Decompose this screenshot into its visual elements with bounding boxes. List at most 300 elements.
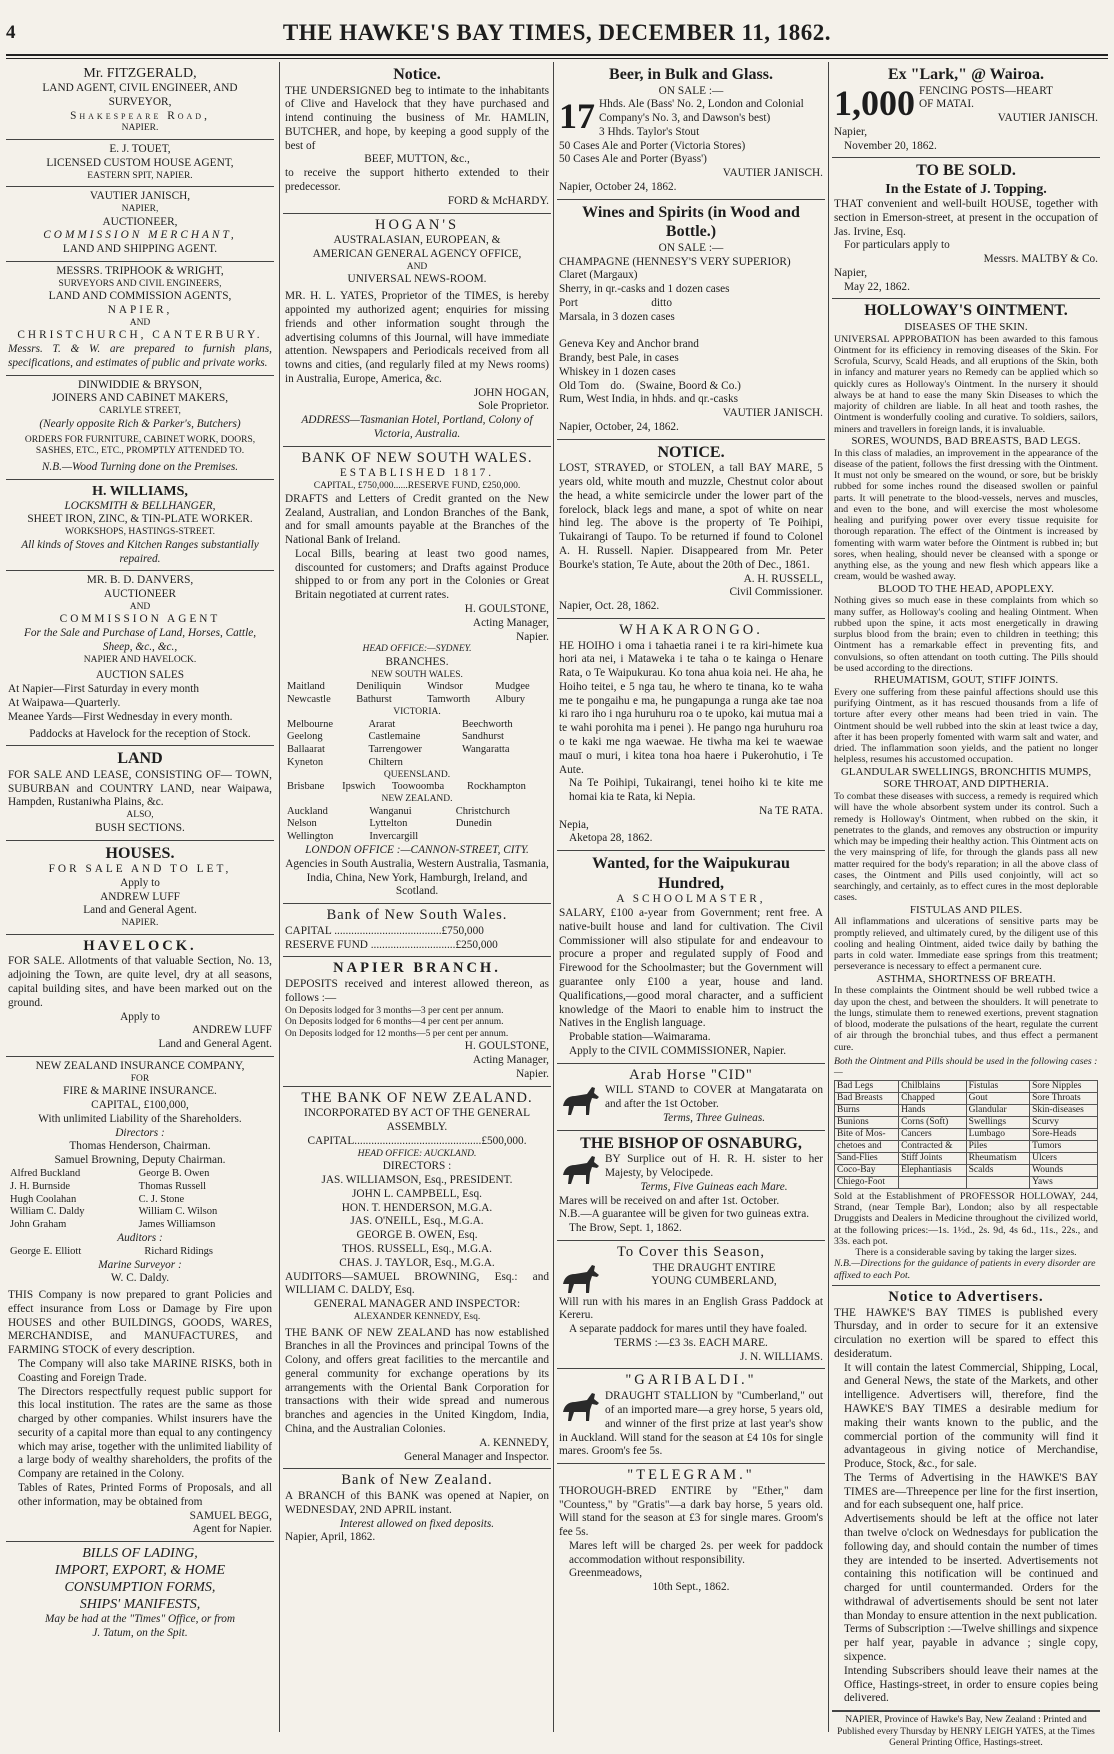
ad-line: SURVEYORS AND CIVIL ENGINEERS, — [58, 278, 222, 289]
ad-title: HOUSES. — [105, 844, 175, 862]
ad-line: YOUNG CUMBERLAND, — [651, 1275, 777, 1288]
ad-line: AND — [129, 601, 151, 612]
ad-line: JOINERS AND CABINET MAKERS, — [51, 392, 229, 405]
ad-line: FIRE & MARINE INSURANCE. — [63, 1085, 217, 1098]
ad-title: E. J. TOUET, — [109, 143, 171, 155]
ad-title: NOTICE. — [657, 443, 725, 461]
ad-subhead: QUEENSLAND. — [383, 769, 451, 780]
ad-line: ANDREW LUFF — [100, 890, 180, 903]
table-cell: Bite of Mos- — [835, 1129, 899, 1141]
ad-title: BANK OF NEW SOUTH WALES. — [301, 449, 533, 466]
ad-line: NAPIER AND HAVELOCK. — [83, 654, 197, 665]
ad-line: ANDREW LUFF — [192, 1024, 272, 1037]
branch-row — [285, 719, 549, 732]
ad-subhead: BRANCHES. — [385, 655, 449, 668]
ad-subhead: Auditors : — [117, 1231, 163, 1244]
ad-line: Shakespeare Road, — [70, 109, 210, 122]
ad-line: General Manager and Inspector. — [404, 1450, 549, 1463]
ad-line: ALSO, — [126, 810, 154, 821]
table-cell: Yaws — [1030, 1176, 1098, 1188]
director-name: THOS. RUSSELL, Esq., M.G.A. — [341, 1243, 492, 1256]
branch-row — [285, 757, 549, 770]
ad-line: At Napier—First Saturday in every month — [8, 683, 200, 696]
table-cell: Wanganui — [369, 805, 412, 817]
ad-line: J. Tatum, on the Spit. — [92, 1627, 188, 1640]
table-cell: Sore-Heads — [1030, 1129, 1098, 1141]
table-cell: Deniliquin — [356, 681, 402, 693]
ad-line: Nepia, — [559, 818, 589, 831]
ad-title: THE BANK OF NEW ZEALAND. — [301, 1089, 533, 1106]
ailment-row — [835, 1093, 1098, 1105]
ad-line: ESTABLISHED 1817. — [339, 467, 495, 480]
ad-line: NAPIER. — [121, 123, 159, 134]
table-cell: Chilblains — [899, 1081, 967, 1093]
table-cell — [899, 1176, 967, 1188]
ad-subhead: Marine Surveyor : — [98, 1258, 182, 1271]
ad-title: MESSRS. TRIPHOOK & WRIGHT, — [56, 264, 224, 277]
ad-line: COMMISSION MERCHANT, — [43, 229, 237, 242]
director-name: JOHN L. CAMPBELL, Esq. — [352, 1187, 482, 1200]
ad-body: FOR SALE AND LEASE, CONSISTING OF— TOWN, SUBURBAN and COUNTRY LAND, near Waipawa, Hampden, Rustaniwha Plains, &c. — [8, 768, 272, 809]
ad-line: RESERVE FUND ..............................£250,000 — [285, 938, 498, 951]
ad-signature: A. KENNEDY, — [479, 1436, 549, 1449]
directors-table — [8, 1168, 272, 1232]
ad-line: ORDERS FOR FURNITURE, CABINET WORK, DOORS, SASHES, ETC., ETC., PROMPTLY ATTENDED TO. — [24, 434, 256, 457]
table-cell: Fistulas — [966, 1081, 1029, 1093]
ad-note: Messrs. T. & W. are prepared to furnish plans, specifications, and estimates of public and private works. — [8, 343, 272, 369]
ad-line: With unlimited Liability of the Shareholders. — [38, 1112, 242, 1125]
column-3 — [557, 62, 825, 1732]
ad-body: It will contain the latest Commercial, Shipping, Local, and General News, the state of the Markets, and other intelligence. Advertisers will, therefore, find the HAWKE'S BAY TIMES a desirable medium for making their wants known to the public, and the commercial portion of the community will find it advantageous in giving notice of Merchandise, Produce, Stock, &c., for sale. — [844, 1361, 1098, 1471]
ad-line: Apply to the CIVIL COMMISSIONER, Napier. — [569, 1044, 787, 1057]
table-cell: Invercargill — [369, 831, 419, 843]
branch-row — [285, 831, 549, 844]
horse-icon — [559, 1084, 601, 1118]
table-cell: Alfred Buckland — [10, 1167, 81, 1179]
ad-lark — [832, 62, 1100, 158]
horse-icon — [559, 1390, 601, 1424]
auditor-name: Richard Ridings — [144, 1245, 213, 1257]
branches-nsw — [285, 681, 549, 707]
table-cell: J. H. Burnside — [10, 1180, 71, 1192]
ad-line: On Deposits lodged for 12 months—5 per cent per annum. — [285, 1028, 509, 1039]
table-cell: Wellington — [287, 831, 334, 843]
ad-bills — [6, 1542, 274, 1645]
ad-title: LAND — [117, 750, 163, 768]
ad-body: UNIVERSAL APPROBATION has been awarded to this famous Ointment for its efficiency in removing diseases of the Skin. For Scrofula, Scurvy, Scald Heads, and all eruptions of the Skin, both in infancy and maturer years no Remedy can be applied which so quickly cures as Holloway's Ointment. In the nursery it should always be at hand to ease the many Skin Diseases to which the majority of children are liable. In all heat and tooth rashes, the Ointment is wonderfully cooling and curative. To soldiers, sailors, miners and travellers in foreign lands, it is invaluable. — [834, 333, 1098, 435]
ad-subhead: BLOOD TO THE HEAD, APOPLEXY. — [878, 582, 1054, 595]
table-cell: Bad Breasts — [835, 1093, 899, 1105]
director-name: JAS. WILLIAMSON, Esq., PRESIDENT. — [321, 1174, 513, 1187]
director-row — [8, 1194, 272, 1207]
ad-line: CAPITAL.............................................£500,000. — [307, 1134, 527, 1147]
ad-line: Agent for Napier. — [192, 1523, 272, 1536]
table-cell: Sand-Flies — [835, 1152, 899, 1164]
ad-line: CAPITAL, £750,000......RESERVE FUND, £250,000. — [313, 481, 521, 492]
director-row — [8, 1219, 272, 1232]
table-cell: Auckland — [287, 805, 328, 817]
ad-dinwiddie — [6, 376, 274, 480]
table-cell: Coco-Bay — [835, 1164, 899, 1176]
ad-line: LAND AND SHIPPING AGENT. — [62, 243, 218, 256]
table-cell: Piles — [966, 1141, 1029, 1153]
list-item: Port ditto — [559, 296, 672, 309]
ad-subhead: AUCTION SALES — [95, 669, 185, 682]
ad-line: CAPITAL ......................................£750,000 — [285, 924, 484, 937]
ad-napier-branch — [283, 957, 551, 1086]
wine-list — [559, 256, 823, 408]
ad-line: CARLYLE STREET, — [99, 406, 181, 417]
ad-line: OF MATAI. — [919, 98, 974, 111]
table-cell: Corns (Soft) — [899, 1117, 967, 1129]
ad-body: Every one suffering from these painful affections should use this purifying Ointment, as it has rescued thousands from a life of torture after every other means had been tried in vain. The Ointment should be well rubbed into the skin at least twice a day, after it has been properly fomented with warm salt and water, and dried. The inflammation soon yields, and the patient no longer helpless, resumes his accustomed occupation. — [834, 686, 1098, 766]
ad-body: A separate paddock for mares until they have foaled. — [569, 1323, 808, 1336]
ad-line: The Brow, Sept. 1, 1862. — [569, 1222, 682, 1235]
ad-line: BUSH SECTIONS. — [95, 821, 185, 834]
ad-body: HE HOIHO i oma i tahaetia ranei i te ra kiri-himete kua hori ata nei, i Mataweka i te taha o te kainga o Henare Rata, o Te Waipukurau. Ko tona ahua koia nei. He aha, he Hoiho teitei, e 5 nga tau, he whero te tinana, ko te waha me te pongaihu e ma, he pungapunga a runga ake tae noa ki raro iho i nga huruhuru roa o te upoko, kai mutua mai a te wahi porohita ma i penei ). He pango nga huruhuru roa o te kaki me nga waewae. He tiwha ma kei te waewae mauī o muri, i kitea tona hoa haere i Pukerohutio, i Te Aute. — [559, 639, 823, 776]
ad-line: Terms, Three Guineas. — [662, 1111, 766, 1124]
ad-line: At Waipawa—Quarterly. — [8, 696, 121, 709]
horse-icon — [559, 1153, 601, 1187]
ad-line: FOR — [130, 1073, 150, 1084]
ad-houses — [6, 841, 274, 935]
ad-body: Terms of Subscription :—Twelve shillings and sixpence per half year, payable in advance ; single copy, sixpence. — [844, 1623, 1098, 1664]
page-number: 4 — [6, 22, 16, 43]
ad-line: In the Estate of J. Topping. — [885, 181, 1047, 197]
ad-line: LICENSED CUSTOM HOUSE AGENT, — [46, 156, 234, 169]
ad-body: DRAUGHT STALLION by "Cumberland," out of an imported mare—a grey horse, 5 years old, and winner of the first prize at last year's show in Auckland. Will stand for the season at £4 10s for single mares. Groom's fee 5s. — [559, 1390, 823, 1458]
ad-body: Sold at the Establishment of PROFESSOR HOLLOWAY, 244, Strand, (near Temple Bar), London; also by all respectable Druggists and Dealers in Medicine throughout the civilized world, at the following prices:—1s. 1½d., 2s. 9d, 4s 6d., 11s., 22s., and 33s. each pot. — [834, 1190, 1098, 1247]
ad-body: A BRANCH of this BANK was opened at Napier, on WEDNESDAY, 2ND APRIL instant. — [285, 1490, 549, 1516]
ad-body: WILL STAND to COVER at Mangatarata on and after the 1st October. — [605, 1084, 823, 1111]
ad-signature: H. GOULSTONE, — [464, 1040, 549, 1053]
ad-line: November 20, 1862. — [844, 139, 937, 152]
ad-body: DEPOSITS received and interest allowed thereon, as follows :— — [285, 978, 549, 1004]
ad-line: Apply to — [120, 1010, 160, 1023]
printer-imprint: NAPIER, Province of Hawke's Bay, New Zealand : Printed and Published every Thursday by HENRY LEIGH YATES, at the Times General Printing Office, Hastings-street. — [832, 1711, 1100, 1754]
ad-line: Probable station—Waimarama. — [569, 1031, 711, 1044]
ad-body: FOR SALE. Allotments of that valuable Section, No. 13, adjoining the Town, are quite level, dry at all seasons, capital building sites, and have been marked out on the ground. — [8, 955, 272, 1009]
branches-victoria — [285, 719, 549, 770]
ad-title: VAUTIER JANISCH, — [89, 190, 191, 203]
ad-whakarongo — [557, 619, 825, 851]
ad-body: Local Bills, bearing at least two good names, discounted for customers; and Drafts against Produce shipped to or from any port in the Colonies or Great Britain negotiated at current rates. — [295, 547, 549, 602]
ad-title: To Cover this Season, — [616, 1243, 766, 1260]
director-name: CHAS. J. TAYLOR, Esq., M.G.A. — [339, 1256, 495, 1269]
ad-title: Notice. — [393, 66, 441, 83]
table-cell: Dunedin — [455, 818, 492, 830]
masthead-rule-thin — [6, 58, 1108, 59]
ad-line: 50 Cases Ale and Porter (Victoria Stores) — [559, 139, 746, 152]
ad-line: UNIVERSAL NEWS-ROOM. — [347, 273, 487, 286]
ad-line: BILLS OF LADING, — [82, 1546, 198, 1562]
ailment-row — [835, 1129, 1098, 1141]
table-cell: Nelson — [287, 818, 317, 830]
ad-line: AMERICAN GENERAL AGENCY OFFICE, — [312, 248, 522, 261]
ad-body: LOST, STRAYED, or STOLEN, a tall BAY MARE, 5 years old, white mouth and muzzle, Chestnut color about the head, a white semicircle under the lower part of the forelock, black legs and mane, a spot of white on near hind leg. The above is the property of Te Poihipi, Tukairangi of Taupo. To be returned if found to Colonel A. H. Russell. Napier. Disappeared from Mr. Peter Bourke's station, Te Aute, about the 20th of Dec., 1861. — [559, 462, 823, 571]
column-divider — [553, 62, 554, 1732]
table-cell: Rockhampton — [467, 781, 526, 793]
table-cell: William C. Wilson — [138, 1206, 218, 1218]
ad-line: Acting Manager, — [472, 616, 549, 629]
table-cell: Skin-diseases — [1030, 1105, 1098, 1117]
ad-line: 10th Sept., 1862. — [652, 1581, 730, 1594]
table-cell: Chapped — [899, 1093, 967, 1105]
ad-bank-nsw — [283, 447, 551, 904]
ad-note: N.B.—Wood Turning done on the Premises. — [41, 460, 239, 473]
ad-line: IMPORT, EXPORT, & HOME — [54, 1563, 226, 1579]
ad-notice-advertisers — [832, 1286, 1100, 1711]
table-cell: Elephantiasis — [899, 1164, 967, 1176]
ad-line: Land and General Agent. — [158, 1038, 272, 1051]
branch-row — [285, 806, 549, 819]
ad-subhead: FISTULAS AND PILES. — [909, 903, 1023, 916]
ad-line: (Nearly opposite Rich & Parker's, Butchers) — [39, 417, 241, 430]
ad-line: There is a considerable saving by taking the larger sizes. — [855, 1247, 1077, 1259]
ad-signature: Na TE RATA. — [759, 804, 823, 817]
ad-note: N.B.—Directions for the guidance of patients in every disorder are affixed to each Pot. — [834, 1258, 1096, 1281]
quantity-number: 17 — [559, 96, 595, 137]
ad-line: Meanee Yards—First Wednesday in every month. — [8, 710, 233, 723]
branch-row — [285, 731, 549, 744]
ad-line: CAPITAL, £100,000, — [91, 1099, 189, 1112]
ad-signature: A. H. RUSSELL, — [743, 572, 823, 585]
ad-body: The Directors respectfully request public support for this local institution. The rates are the same as those charged by other companies. Whilst insurers have the security of a capital more than equal to any contingency which may arise, together with the unlimited liability of a large body of wealthy shareholders, the profits of the Company are retained in the Colony. — [18, 1385, 272, 1481]
column-4 — [832, 62, 1100, 1749]
ad-line: Apply to — [120, 876, 160, 889]
ad-title: MR. B. D. DANVERS, — [86, 574, 194, 587]
table-cell: Ulcers — [1030, 1152, 1098, 1164]
ad-line: SAMUEL BEGG, — [189, 1509, 272, 1522]
ad-signature: FORD & McHARDY. — [447, 194, 549, 207]
ad-line: AND — [406, 261, 428, 272]
ad-title: WHAKARONGO. — [619, 621, 763, 638]
ad-line: For particulars apply to — [844, 239, 950, 252]
ad-title: THE BISHOP OF OSNABURG, — [580, 1134, 802, 1152]
table-cell: William C. Daldy — [10, 1206, 85, 1218]
table-cell: Scurvy — [1030, 1117, 1098, 1129]
ad-body: THAT convenient and well-built HOUSE, together with section in Emerson-street, at present in the occupation of Jas. Irvine, Esq. — [834, 198, 1098, 238]
directors-list — [285, 1174, 549, 1270]
ad-schoolmaster — [557, 851, 825, 1063]
ad-bishop-osnaburg — [557, 1131, 825, 1241]
ad-line: CONSUMPTION FORMS, — [64, 1580, 216, 1596]
ad-body: THIS Company is now prepared to grant Policies and effect insurance from Loss or Damage by Fire upon HOUSES and other BUILDINGS, GOODS, WARES, MERCHANDISE, and MANUFACTURES, and FARMING STOCK of every description. — [8, 1289, 272, 1357]
ad-line: Thomas Henderson, Chairman. — [69, 1140, 211, 1153]
auditors-table — [8, 1246, 272, 1259]
masthead — [0, 18, 1114, 52]
ad-to-be-sold — [832, 158, 1100, 299]
ad-signature: JOHN HOGAN, — [473, 386, 549, 399]
table-cell: Brisbane — [287, 781, 325, 793]
column-divider — [828, 62, 829, 1732]
ad-line: 50 Cases Ale and Porter (Byass') — [559, 153, 707, 166]
table-cell: Lyttelton — [369, 818, 408, 830]
ad-line: WORKSHOPS, HASTINGS-STREET. — [65, 527, 215, 538]
ad-garibaldi — [557, 1369, 825, 1464]
ad-line: On Deposits lodged for 3 months—3 per cent per annum. — [285, 1005, 504, 1016]
ad-danvers — [6, 571, 274, 746]
director-row — [8, 1206, 272, 1219]
ad-line: May 22, 1862. — [844, 280, 910, 293]
ad-subhead: Directors : — [115, 1126, 165, 1139]
table-cell: Swellings — [966, 1117, 1029, 1129]
branches-queensland — [285, 781, 549, 794]
ailment-row — [835, 1105, 1098, 1117]
table-cell — [966, 1176, 1029, 1188]
ad-subhead: NEW ZEALAND. — [381, 794, 453, 805]
ad-body: MR. H. L. YATES, Proprietor of the TIMES, is hereby appointed my authorized agent; enquiries for missing friends and other information sought through the advertising columns of this Journal, will have immediate attention. Newspapers and Periodicals received from all towns and cities, (and regularly filed at my News rooms) in Australia, Europe, America, &c. — [285, 290, 549, 385]
table-cell: Toowoomba — [391, 781, 445, 793]
column-1 — [6, 62, 274, 1732]
list-item: Brandy, best Pale, in cases — [559, 352, 679, 365]
ad-line: Napier. — [516, 1067, 549, 1080]
ad-line: BEEF, MUTTON, &c., — [364, 153, 470, 166]
ad-line: ADDRESS—Tasmanian Hotel, Portland, Colony of Victoria, Australia. — [301, 414, 533, 440]
ad-title: HOGAN'S — [374, 216, 460, 233]
ad-land — [6, 746, 274, 840]
ad-body: to receive the support hitherto extended to their predecessor. — [285, 167, 549, 193]
director-row — [8, 1181, 272, 1194]
ad-line: W. C. Daldy. — [110, 1272, 170, 1285]
ad-line: AUSTRALASIAN, EUROPEAN, & — [333, 234, 501, 247]
table-cell: Kyneton — [287, 756, 324, 768]
list-item: Whiskey in 1 dozen cases — [559, 365, 676, 378]
list-item: CHAMPAGNE (HENNESY'S VERY SUPERIOR) — [559, 255, 791, 268]
ad-body: Agencies in South Australia, Western Australia, Tasmania, India, China, New York, Hamburgh, Ireland, and Scotland. — [285, 857, 549, 898]
table-cell: Sore Throats — [1030, 1093, 1098, 1105]
ad-telegram — [557, 1464, 825, 1599]
ad-line: Terms, Five Guineas each Mare. — [640, 1180, 788, 1193]
ad-line: ALEXANDER KENNEDY, Esq. — [353, 1311, 481, 1322]
table-cell: Scalds — [966, 1164, 1029, 1176]
ad-body: Nothing gives so much ease in these complaints from which so many suffer, as Holloway's cooling and healing Ointment. When rubbed upon the spine, it acts most energetically in drawing surplus blood from the brain; even to children in teething; this Ointment has a remarkable effect in preventing fits, and convulsions, so often attendant on tooth cutting. The Pills should be used according to the directions. — [834, 595, 1098, 674]
table-cell: Bathurst — [356, 694, 392, 706]
ad-line: Napier, April, 1862. — [285, 1531, 376, 1544]
table-cell — [454, 831, 549, 844]
ad-line: CHRISTCHURCH, CANTERBURY. — [17, 329, 263, 342]
table-cell: Sore Nipples — [1030, 1081, 1098, 1093]
branch-row — [285, 781, 549, 794]
ad-title: Wanted, for the Waipukurau Hundred, — [592, 855, 790, 892]
ad-title: Mr. FITZGERALD, — [83, 66, 197, 81]
table-cell: Albury — [495, 694, 526, 706]
table-cell: Hands — [899, 1105, 967, 1117]
ad-triphook — [6, 262, 274, 376]
ailment-row — [835, 1176, 1098, 1188]
table-cell: Cancers — [899, 1129, 967, 1141]
table-cell: Castlemaine — [368, 731, 421, 743]
ad-line: SHIPS' MANIFESTS, — [79, 1597, 201, 1613]
ad-line: EASTERN SPIT, NAPIER. — [87, 170, 193, 181]
table-cell: Rheumatism — [966, 1152, 1029, 1164]
ad-title: Beer, in Bulk and Glass. — [609, 66, 773, 83]
branch-row — [285, 681, 549, 694]
ad-line: GENERAL MANAGER AND INSPECTOR: — [313, 1298, 521, 1311]
ad-body: DRAFTS and Letters of Credit granted on the New Zealand, Australian, and London Branches of the Bank, and for small amounts payable at the Branches of the National Bank of Ireland. — [285, 492, 549, 547]
table-cell: Windsor — [427, 681, 463, 693]
table-cell: Burns — [835, 1105, 899, 1117]
ad-body: The Company will also take MARINE RISKS, both in Coasting and Foreign Trade. — [18, 1357, 272, 1384]
ad-body: SALARY, £100 a-year from Government; rent free. A native-built house and land for cultivation. The Civil Commissioner will also stipulate for and endeavour to procure a proper and regulated supply of Food and Firewood for the Schoolmaster; but the Government will guarantee only £100 a year, house and land. Qualifications,—good moral character, and a sufficient knowledge of the Maori to enable him to instruct the Natives in the English language. — [559, 907, 823, 1030]
table-cell: Tarrengower — [368, 744, 422, 756]
ailment-row — [835, 1081, 1098, 1093]
ad-title: Notice to Advertisers. — [888, 1288, 1044, 1305]
ad-line: LAND AND COMMISSION AGENTS, — [48, 290, 232, 303]
ad-title: HAVELOCK. — [83, 937, 197, 954]
ad-title: H. WILLIAMS, — [92, 483, 188, 499]
ad-lost-mare — [557, 440, 825, 619]
ad-touet — [6, 140, 274, 187]
ad-hogan — [283, 214, 551, 447]
ad-body: To combat these diseases with success, a remedy is required which will have the whole absorbent system under its control. Such a remedy is Holloway's Ointment, when rubbed on the skin, it penetrates to the glands, and removes any obstruction or impurity which may be impeding their healthy action. This Ointment acts on the very mainspring of life, for through the glands pass all new matter required for the body's reparation; in all the above class of cases, the Ointment and Pills used conjointly, will act so searchingly, and certainly, as to effect cures in the most deplorable cases. — [834, 791, 1099, 904]
table-cell — [460, 757, 549, 770]
ad-title: HOLLOWAY'S OINTMENT. — [864, 302, 1068, 320]
table-cell: Glandular — [966, 1105, 1029, 1117]
ad-line: NAPIER. — [121, 918, 159, 929]
table-cell: James Williamson — [138, 1219, 216, 1231]
ad-line: Napier, — [834, 266, 868, 279]
table-cell: Newcastle — [287, 694, 331, 706]
ad-williams — [6, 480, 274, 572]
ad-fitzgerald — [6, 62, 274, 140]
ad-body: THE HAWKE'S BAY TIMES is published every Thursday, and in order to secure for it an extensive circulation no exertion will be spared to effect this desideratum. — [834, 1306, 1098, 1360]
ad-body: Na Te Poihipi, Tukairangi, tenei hoiho ki te kite me homai kia te Rata, ki Nepia. — [569, 777, 823, 804]
ad-line: LONDON OFFICE :—CANNON-STREET, CITY. — [305, 844, 529, 857]
ad-body: BY Surplice out of H. R. H. sister to her Majesty, by Velocipede. — [605, 1153, 823, 1179]
table-cell: Lumbago — [966, 1129, 1029, 1141]
branches-nz — [285, 806, 549, 844]
ad-body: Mares will be received on and after 1st. October. — [559, 1194, 780, 1207]
ad-line: Napier, — [834, 125, 868, 138]
ad-line: Napier, October, 24, 1862. — [559, 420, 679, 433]
ad-line: Sole Proprietor. — [478, 400, 549, 413]
ad-signature: VAUTIER JANISCH. — [722, 407, 823, 420]
ad-line: NAPIER, — [121, 203, 159, 214]
ad-line: SURVEYOR, — [108, 95, 172, 108]
ad-title: Bank of New South Wales. — [326, 907, 508, 924]
ad-line: COMMISSION AGENT — [59, 613, 221, 626]
table-cell: John Graham — [10, 1219, 67, 1231]
ad-line: For the Sale and Purchase of Land, Horses, Cattle, Sheep, &c., &c., — [23, 627, 257, 654]
ad-line: Acting Manager, — [472, 1054, 549, 1067]
list-item — [559, 324, 823, 338]
ad-title: "GARIBALDI." — [625, 1372, 757, 1389]
ad-vautier — [6, 187, 274, 262]
table-cell: Gout — [966, 1093, 1029, 1105]
branch-row — [285, 694, 549, 707]
ailment-row — [835, 1117, 1098, 1129]
ad-holloway — [832, 299, 1100, 1285]
masthead-rule — [6, 54, 1108, 56]
ad-bank-nsw-2 — [283, 904, 551, 957]
list-item: Claret (Margaux) — [559, 269, 638, 282]
ad-line: AUDITORS—SAMUEL BROWNING, Esq.: and WILLIAM C. DALDY, Esq. — [285, 1270, 549, 1297]
list-item: Marsala, in 3 dozen cases — [559, 310, 675, 323]
ad-line: AUCTIONEER, — [102, 215, 178, 228]
ad-line: ON SALE :— — [658, 84, 724, 97]
ad-title: NAPIER BRANCH. — [333, 960, 501, 977]
ad-signature: Messrs. MALTBY & Co. — [983, 253, 1098, 266]
ad-young-cumberland — [557, 1241, 825, 1370]
table-cell: Melbourne — [287, 718, 334, 730]
ad-line: On Deposits lodged for 6 months—4 per cent per annum. — [285, 1017, 504, 1028]
ad-body: Will run with his mares in an English Grass Paddock at Kereru. — [559, 1295, 823, 1322]
list-item: Rum, West India, in hhds. and qr.-casks — [559, 393, 738, 406]
ad-line: May be had at the "Times" Office, or from — [44, 1613, 236, 1626]
ad-line: 3 Hhds. Taylor's Stout — [599, 125, 700, 138]
ad-line: TERMS :—£3 3s. EACH MARE. — [614, 1336, 768, 1349]
